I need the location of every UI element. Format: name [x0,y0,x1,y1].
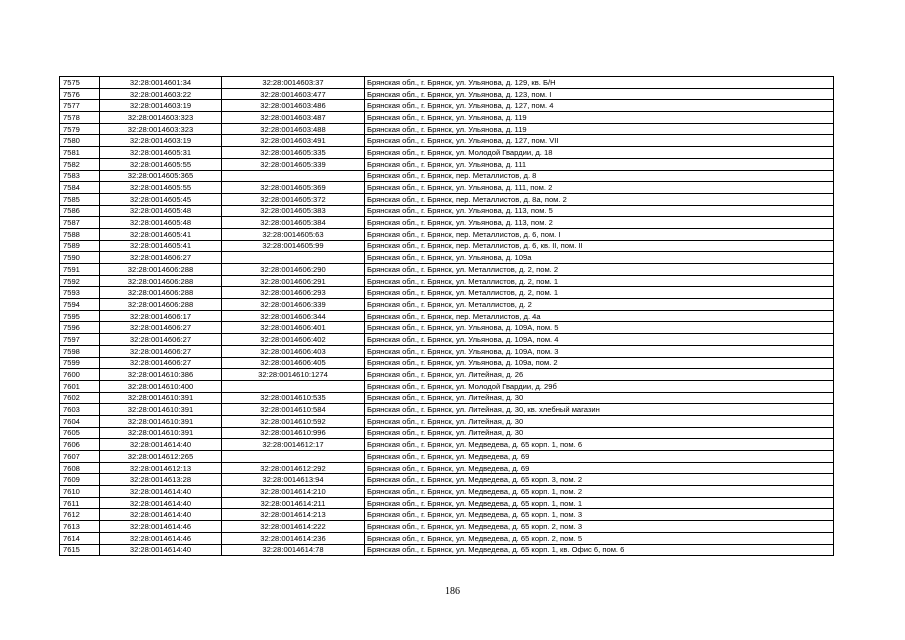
cadastral-number-cell: 32:28:0014603:488 [222,123,365,135]
parent-cadastral-number-cell: 32:28:0014614:46 [100,532,222,544]
address-cell: Брянская обл., г. Брянск, ул. Ульянова, д. 111, пом. 2 [365,182,834,194]
address-cell: Брянская обл., г. Брянск, ул. Ульянова, д. 109а, пом. 2 [365,357,834,369]
table-row [60,497,834,509]
address-cell: Брянская обл., г. Брянск, ул. Ульянова, д. 123, пом. I [365,88,834,100]
address-cell: Брянская обл., г. Брянск, ул. Литейная, д. 30 [365,392,834,404]
row-number-cell: 7611 [60,497,100,509]
cadastral-number-cell: 32:28:0014603:477 [222,88,365,100]
row-number-cell: 7584 [60,182,100,194]
row-number-cell: 7579 [60,123,100,135]
parent-cadastral-number-cell: 32:28:0014614:40 [100,439,222,451]
parent-cadastral-number-cell: 32:28:0014606:17 [100,310,222,322]
cadastral-number-cell: 32:28:0014603:491 [222,135,365,147]
table-row [60,392,834,404]
table-row [60,135,834,147]
parent-cadastral-number-cell: 32:28:0014603:19 [100,135,222,147]
parent-cadastral-number-cell: 32:28:0014610:400 [100,380,222,392]
address-cell: Брянская обл., г. Брянск, ул. Ульянова, д. 111 [365,158,834,170]
parent-cadastral-number-cell: 32:28:0014610:391 [100,415,222,427]
table-row [60,170,834,182]
parent-cadastral-number-cell: 32:28:0014606:27 [100,357,222,369]
row-number-cell: 7599 [60,357,100,369]
table-row [60,486,834,498]
parent-cadastral-number-cell: 32:28:0014605:55 [100,158,222,170]
address-cell: Брянская обл., г. Брянск, пер. Металлистов, д. 6, пом. I [365,228,834,240]
table-row [60,100,834,112]
table-row [60,240,834,252]
table-row [60,217,834,229]
parent-cadastral-number-cell: 32:28:0014603:323 [100,112,222,124]
cadastral-number-cell: 32:28:0014603:487 [222,112,365,124]
cadastral-number-cell: 32:28:0014612:17 [222,439,365,451]
parent-cadastral-number-cell: 32:28:0014605:45 [100,193,222,205]
row-number-cell: 7591 [60,264,100,276]
address-cell: Брянская обл., г. Брянск, пер. Металлистов, д. 8 [365,170,834,182]
cadastral-number-cell: 32:28:0014606:339 [222,299,365,311]
table-row [60,322,834,334]
row-number-cell: 7580 [60,135,100,147]
address-cell: Брянская обл., г. Брянск, ул. Медведева, д. 69 [365,451,834,463]
cadastral-number-cell: 32:28:0014606:344 [222,310,365,322]
address-cell: Брянская обл., г. Брянск, ул. Литейная, д. 30 [365,415,834,427]
table-row [60,77,834,89]
row-number-cell: 7600 [60,369,100,381]
cadastral-number-cell: 32:28:0014603:486 [222,100,365,112]
cadastral-number-cell: 32:28:0014612:292 [222,462,365,474]
row-number-cell: 7609 [60,474,100,486]
address-cell: Брянская обл., г. Брянск, ул. Медведева, д. 65 корп. 2, пом. 3 [365,521,834,533]
address-cell: Брянская обл., г. Брянск, ул. Литейная, д. 30 [365,427,834,439]
table-row [60,532,834,544]
row-number-cell: 7576 [60,88,100,100]
address-cell: Брянская обл., г. Брянск, ул. Ульянова, д. 127, пом. VII [365,135,834,147]
row-number-cell: 7575 [60,77,100,89]
parent-cadastral-number-cell: 32:28:0014605:365 [100,170,222,182]
row-number-cell: 7585 [60,193,100,205]
cadastral-number-cell: 32:28:0014614:210 [222,486,365,498]
table-row [60,439,834,451]
address-cell: Брянская обл., г. Брянск, ул. Металлистов, д. 2, пом. 2 [365,264,834,276]
table-row [60,544,834,556]
cadastral-number-cell: 32:28:0014610:535 [222,392,365,404]
parent-cadastral-number-cell: 32:28:0014603:323 [100,123,222,135]
address-cell: Брянская обл., г. Брянск, ул. Молодой Гвардии, д. 18 [365,147,834,159]
cadastral-number-cell: 32:28:0014606:293 [222,287,365,299]
address-cell: Брянская обл., г. Брянск, ул. Медведева, д. 65 корп. 1, пом. 6 [365,439,834,451]
cadastral-number-cell: 32:28:0014614:222 [222,521,365,533]
row-number-cell: 7577 [60,100,100,112]
row-number-cell: 7578 [60,112,100,124]
table-row [60,474,834,486]
parent-cadastral-number-cell: 32:28:0014606:288 [100,299,222,311]
table-row [60,345,834,357]
cadastral-number-cell: 32:28:0014610:584 [222,404,365,416]
parent-cadastral-number-cell: 32:28:0014603:19 [100,100,222,112]
table-row [60,88,834,100]
table-row [60,462,834,474]
address-cell: Брянская обл., г. Брянск, ул. Металлистов, д. 2 [365,299,834,311]
table-row [60,123,834,135]
cadastral-number-cell: 32:28:0014605:335 [222,147,365,159]
address-cell: Брянская обл., г. Брянск, ул. Литейная, д. 26 [365,369,834,381]
cadastral-number-cell [222,170,365,182]
cadastral-number-cell: 32:28:0014614:213 [222,509,365,521]
row-number-cell: 7608 [60,462,100,474]
address-cell: Брянская обл., г. Брянск, ул. Молодой Гвардии, д. 29б [365,380,834,392]
parent-cadastral-number-cell: 32:28:0014610:391 [100,392,222,404]
row-number-cell: 7593 [60,287,100,299]
parent-cadastral-number-cell: 32:28:0014606:27 [100,322,222,334]
cadastral-number-cell: 32:28:0014605:372 [222,193,365,205]
row-number-cell: 7604 [60,415,100,427]
address-cell: Брянская обл., г. Брянск, пер. Металлистов, д. 8а, пом. 2 [365,193,834,205]
parent-cadastral-number-cell: 32:28:0014614:40 [100,509,222,521]
table-row [60,252,834,264]
parent-cadastral-number-cell: 32:28:0014606:288 [100,264,222,276]
cadastral-number-cell: 32:28:0014610:592 [222,415,365,427]
cadastral-number-cell: 32:28:0014614:236 [222,532,365,544]
parent-cadastral-number-cell: 32:28:0014605:31 [100,147,222,159]
parent-cadastral-number-cell: 32:28:0014605:48 [100,217,222,229]
address-cell: Брянская обл., г. Брянск, ул. Металлистов, д. 2, пом. 1 [365,275,834,287]
address-cell: Брянская обл., г. Брянск, ул. Медведева, д. 65 корп. 1, пом. 3 [365,509,834,521]
row-number-cell: 7586 [60,205,100,217]
row-number-cell: 7582 [60,158,100,170]
row-number-cell: 7588 [60,228,100,240]
table-row [60,451,834,463]
table-row [60,521,834,533]
row-number-cell: 7606 [60,439,100,451]
row-number-cell: 7587 [60,217,100,229]
cadastral-number-cell [222,451,365,463]
address-cell: Брянская обл., г. Брянск, ул. Ульянова, д. 109А, пом. 5 [365,322,834,334]
table-row [60,334,834,346]
table-row [60,147,834,159]
parent-cadastral-number-cell: 32:28:0014614:40 [100,497,222,509]
row-number-cell: 7605 [60,427,100,439]
table-row [60,275,834,287]
row-number-cell: 7603 [60,404,100,416]
cadastral-number-cell: 32:28:0014610:1274 [222,369,365,381]
row-number-cell: 7598 [60,345,100,357]
table-row [60,264,834,276]
address-cell: Брянская обл., г. Брянск, ул. Ульянова, д. 119 [365,112,834,124]
row-number-cell: 7614 [60,532,100,544]
cadastral-number-cell: 32:28:0014605:339 [222,158,365,170]
parent-cadastral-number-cell: 32:28:0014601:34 [100,77,222,89]
parent-cadastral-number-cell: 32:28:0014612:13 [100,462,222,474]
table-row [60,310,834,322]
table-row [60,415,834,427]
address-cell: Брянская обл., г. Брянск, ул. Медведева, д. 65 корп. 1, пом. 2 [365,486,834,498]
parent-cadastral-number-cell: 32:28:0014613:28 [100,474,222,486]
cadastral-table-body [60,77,834,556]
address-cell: Брянская обл., г. Брянск, ул. Ульянова, д. 127, пом. 4 [365,100,834,112]
row-number-cell: 7613 [60,521,100,533]
cadastral-number-cell: 32:28:0014606:291 [222,275,365,287]
row-number-cell: 7592 [60,275,100,287]
address-cell: Брянская обл., г. Брянск, ул. Ульянова, д. 109А, пом. 3 [365,345,834,357]
parent-cadastral-number-cell: 32:28:0014606:27 [100,334,222,346]
parent-cadastral-number-cell: 32:28:0014605:41 [100,228,222,240]
parent-cadastral-number-cell: 32:28:0014610:386 [100,369,222,381]
address-cell: Брянская обл., г. Брянск, ул. Ульянова, д. 109А, пом. 4 [365,334,834,346]
cadastral-number-cell: 32:28:0014613:94 [222,474,365,486]
parent-cadastral-number-cell: 32:28:0014610:391 [100,427,222,439]
address-cell: Брянская обл., г. Брянск, ул. Медведева, д. 69 [365,462,834,474]
address-cell: Брянская обл., г. Брянск, пер. Металлистов, д. 6, кв. II, пом. II [365,240,834,252]
page-number: 186 [445,586,460,597]
table-row [60,357,834,369]
table-row [60,182,834,194]
row-number-cell: 7612 [60,509,100,521]
address-cell: Брянская обл., г. Брянск, ул. Медведева, д. 65 корп. 1, кв. Офис 6, пом. 6 [365,544,834,556]
table-row [60,404,834,416]
row-number-cell: 7610 [60,486,100,498]
row-number-cell: 7596 [60,322,100,334]
cadastral-number-cell: 32:28:0014614:78 [222,544,365,556]
table-row [60,380,834,392]
parent-cadastral-number-cell: 32:28:0014606:27 [100,252,222,264]
cadastral-number-cell: 32:28:0014610:996 [222,427,365,439]
parent-cadastral-number-cell: 32:28:0014605:41 [100,240,222,252]
parent-cadastral-number-cell: 32:28:0014610:391 [100,404,222,416]
parent-cadastral-number-cell: 32:28:0014606:288 [100,287,222,299]
cadastral-number-cell: 32:28:0014606:290 [222,264,365,276]
table-row [60,158,834,170]
row-number-cell: 7607 [60,451,100,463]
row-number-cell: 7583 [60,170,100,182]
table-row [60,509,834,521]
address-cell: Брянская обл., г. Брянск, ул. Металлистов, д. 2, пом. 1 [365,287,834,299]
cadastral-number-cell: 32:28:0014606:401 [222,322,365,334]
cadastral-number-cell: 32:28:0014605:383 [222,205,365,217]
address-cell: Брянская обл., г. Брянск, ул. Медведева, д. 65 корп. 3, пом. 2 [365,474,834,486]
table-row [60,228,834,240]
row-number-cell: 7601 [60,380,100,392]
cadastral-number-cell: 32:28:0014605:99 [222,240,365,252]
cadastral-number-cell: 32:28:0014606:403 [222,345,365,357]
parent-cadastral-number-cell: 32:28:0014614:46 [100,521,222,533]
row-number-cell: 7597 [60,334,100,346]
parent-cadastral-number-cell: 32:28:0014612:265 [100,451,222,463]
address-cell: Брянская обл., г. Брянск, ул. Ульянова, д. 113, пом. 2 [365,217,834,229]
cadastral-number-cell: 32:28:0014605:63 [222,228,365,240]
parent-cadastral-number-cell: 32:28:0014606:27 [100,345,222,357]
row-number-cell: 7595 [60,310,100,322]
row-number-cell: 7602 [60,392,100,404]
address-cell: Брянская обл., г. Брянск, ул. Ульянова, д. 129, кв. Б/Н [365,77,834,89]
cadastral-number-cell: 32:28:0014605:369 [222,182,365,194]
table-row [60,369,834,381]
cadastral-number-cell: 32:28:0014606:405 [222,357,365,369]
address-cell: Брянская обл., г. Брянск, ул. Ульянова, д. 113, пом. 5 [365,205,834,217]
row-number-cell: 7590 [60,252,100,264]
cadastral-number-cell: 32:28:0014605:384 [222,217,365,229]
table-row [60,287,834,299]
parent-cadastral-number-cell: 32:28:0014614:40 [100,486,222,498]
row-number-cell: 7594 [60,299,100,311]
table-row [60,427,834,439]
address-cell: Брянская обл., г. Брянск, ул. Медведева, д. 65 корп. 2, пом. 5 [365,532,834,544]
row-number-cell: 7589 [60,240,100,252]
table-row [60,205,834,217]
parent-cadastral-number-cell: 32:28:0014606:288 [100,275,222,287]
address-cell: Брянская обл., г. Брянск, пер. Металлистов, д. 4а [365,310,834,322]
cadastral-table [59,76,834,556]
cadastral-number-cell: 32:28:0014614:211 [222,497,365,509]
address-cell: Брянская обл., г. Брянск, ул. Медведева, д. 65 корп. 1, пом. 1 [365,497,834,509]
row-number-cell: 7615 [60,544,100,556]
row-number-cell: 7581 [60,147,100,159]
cadastral-number-cell: 32:28:0014606:402 [222,334,365,346]
table-row [60,299,834,311]
table-row [60,112,834,124]
parent-cadastral-number-cell: 32:28:0014614:40 [100,544,222,556]
address-cell: Брянская обл., г. Брянск, ул. Ульянова, д. 109а [365,252,834,264]
address-cell: Брянская обл., г. Брянск, ул. Литейная, д. 30, кв. хлебный магазин [365,404,834,416]
address-cell: Брянская обл., г. Брянск, ул. Ульянова, д. 119 [365,123,834,135]
parent-cadastral-number-cell: 32:28:0014605:55 [100,182,222,194]
cadastral-number-cell [222,380,365,392]
parent-cadastral-number-cell: 32:28:0014605:48 [100,205,222,217]
table-row [60,193,834,205]
parent-cadastral-number-cell: 32:28:0014603:22 [100,88,222,100]
cadastral-number-cell: 32:28:0014603:37 [222,77,365,89]
cadastral-number-cell [222,252,365,264]
